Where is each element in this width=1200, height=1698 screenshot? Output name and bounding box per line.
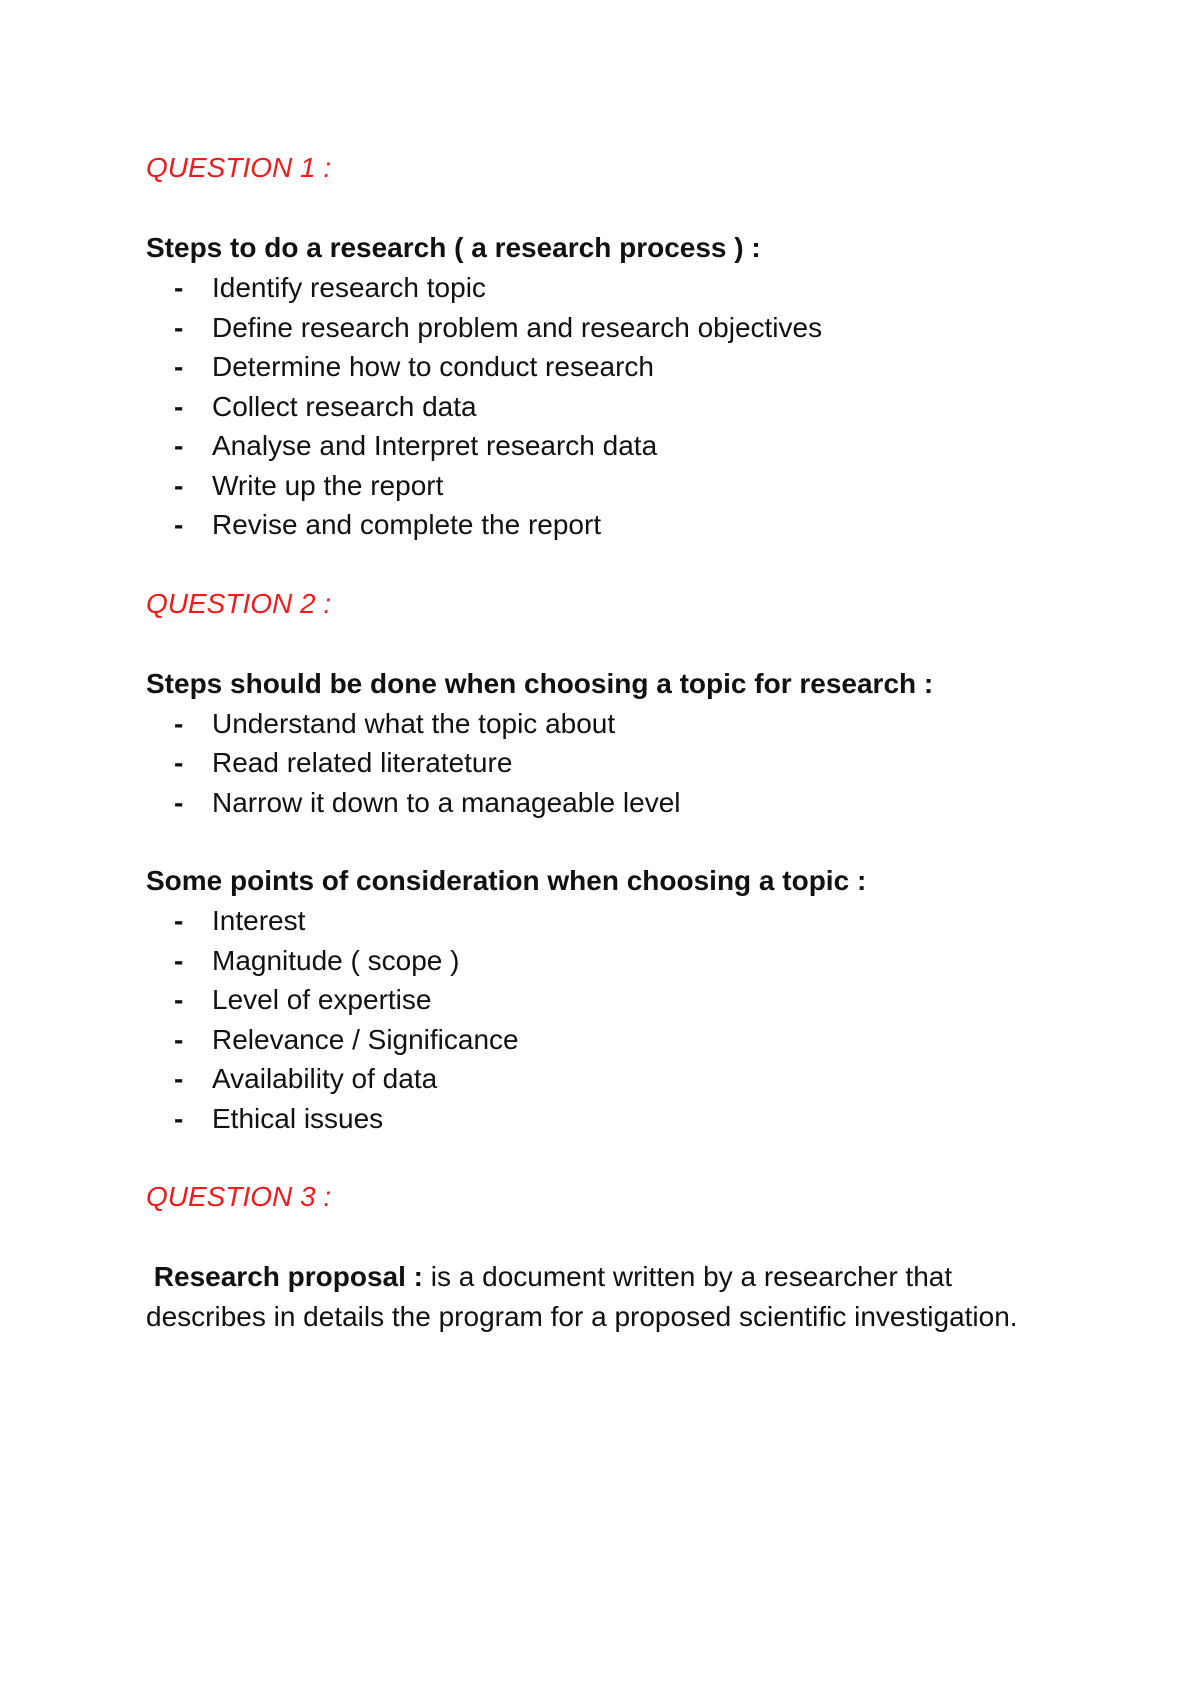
q2-steps-list (146, 704, 1026, 823)
bullet-dash: - (174, 1023, 184, 1055)
spacer (146, 1217, 1026, 1257)
q3-term: Research proposal : (153, 1261, 423, 1292)
bullet-dash: - (174, 272, 184, 303)
list-item: - Ethical issues (146, 1099, 1026, 1139)
document-body (146, 148, 1026, 1336)
bullet-dash: - (174, 311, 184, 343)
list-item: - Relevance / Significance (146, 1020, 1026, 1060)
spacer (146, 1138, 1026, 1177)
list-item: - Write up the report (146, 466, 1026, 506)
list-item: - Analyse and Interpret research data (146, 426, 1026, 466)
list-item: - Define research problem and research objectives (146, 308, 1026, 348)
q2-considerations-list (146, 901, 1026, 1138)
spacer (146, 188, 1026, 228)
list-item: - Revise and complete the report (146, 505, 1026, 545)
list-item: - Availability of data (146, 1059, 1026, 1099)
spacer (146, 624, 1026, 664)
bullet-dash: - (174, 707, 184, 739)
bullet-dash: - (174, 905, 184, 936)
list-item: - Magnitude ( scope ) (146, 941, 1026, 981)
q2-section-2-title: Some points of consideration when choosing a topic : (146, 865, 867, 896)
bullet-dash: - (174, 1102, 184, 1134)
question-1-heading: QUESTION 1 : (146, 152, 332, 183)
bullet-dash: - (174, 747, 184, 778)
bullet-dash: - (174, 351, 184, 382)
q3-definition-paragraph (146, 1257, 1026, 1336)
bullet-dash: - (174, 430, 184, 461)
bullet-dash: - (174, 786, 184, 818)
q3-definition: is a document written by a researcher that describes in details the program for a proposed scientific investigation. (146, 1261, 1018, 1332)
spacer (146, 822, 1026, 861)
list-item: - Narrow it down to a manageable level (146, 783, 1026, 823)
bullet-dash: - (174, 390, 184, 422)
list-item: - Collect research data (146, 387, 1026, 427)
list-item: - Understand what the topic about (146, 704, 1026, 744)
question-3-heading: QUESTION 3 : (146, 1181, 332, 1212)
q2-section-1-title: Steps should be done when choosing a topic for research : (146, 667, 934, 699)
question-2-heading: QUESTION 2 : (146, 587, 332, 619)
q1-steps-list (146, 268, 1026, 545)
list-item: - Identify research topic (146, 268, 1026, 308)
bullet-dash: - (174, 509, 184, 540)
list-item: - Level of expertise (146, 980, 1026, 1020)
bullet-dash: - (174, 469, 184, 501)
list-item: - Read related literateture (146, 743, 1026, 783)
bullet-dash: - (174, 944, 184, 976)
bullet-dash: - (174, 984, 184, 1015)
q1-section-title: Steps to do a research ( a research process ) : (146, 232, 761, 263)
bullet-dash: - (174, 1063, 184, 1094)
list-item: - Interest (146, 901, 1026, 941)
spacer (146, 545, 1026, 584)
list-item: - Determine how to conduct research (146, 347, 1026, 387)
